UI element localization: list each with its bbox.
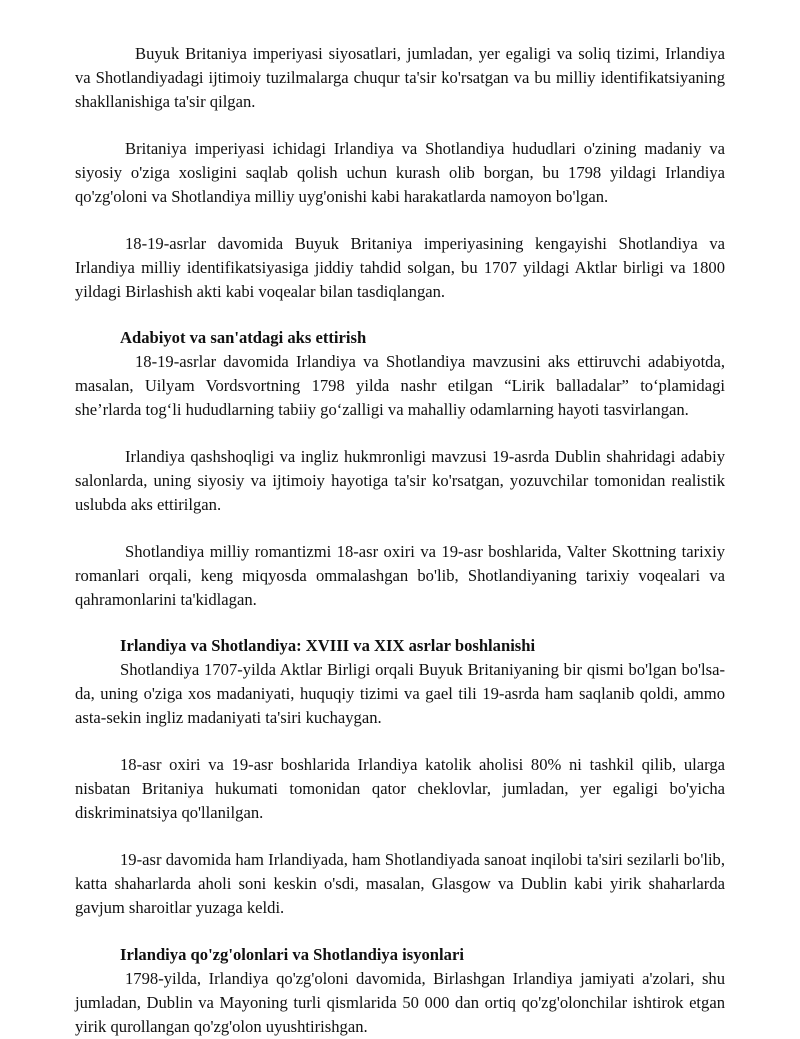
section-heading-rebellions: Irlandiya qo'zg'olonlari va Shotlandiya isyonlari (120, 945, 464, 964)
paragraph-1798-rebellion: 1798-yilda, Irlandiya qo'zg'oloni davomida, Birlashgan Irlandiya jamiyati a'zolari, shu jumladan, Dublin va Mayoning turli qismlarida 50 000 dan ortiq qo'zg'olonchilar ishtirok etgan yirik qurollangan qo'zg'olon uyushtirishgan. (75, 969, 725, 1036)
paragraph-irish-poverty: Irlandiya qashshoqligi va ingliz hukmronligi mavzusi 19-asrda Dublin shahridagi adabiy salonlarda, uning siyosiy va ijtimoiy hayotiga ta'sir ko'rsatgan, yozuvchilar tomonidan realistik uslubda aks ettirilgan. (75, 447, 725, 514)
section-heading-18-19-centuries: Irlandiya va Shotlandiya: XVIII va XIX asrlar boshlanishi (120, 636, 536, 655)
paragraph-lyrical-ballads: 18-19-asrlar davomida Irlandiya va Shotlandiya mavzusini aks ettiruvchi adabiyotda, masalan, Uilyam Vordsvortning 1798 yilda nashr etilgan “Lirik balladalar” to‘plamidagi she’rlarda tog‘li hududlarning tabiiy go‘zalligi va mahalliy odamlarning hayoti tasvirlangan. (75, 352, 725, 419)
paragraph-cultural-identity: Britaniya imperiyasi ichidagi Irlandiya va Shotlandiya hududlari o'zining madaniy va siyosiy o'ziga xosligini saqlab qolish uchun kurash olib borgan, bu 1798 yildagi Irlandiya qo'zg'oloni va Shotlandiya milliy uyg'onishi kabi harakatlarda namoyon bo'lgan. (75, 139, 725, 206)
document-page (75, 42, 725, 1039)
paragraph-acts-of-union: Shotlandiya 1707-yilda Aktlar Birligi orqali Buyuk Britaniyaning bir qismi bo'lgan bo'lsa-da, uning o'ziga xos madaniyati, huquqiy tizimi va gael tili 19-asrda ham saqlanib qoldi, ammo asta-sekin ingliz madaniyati ta'siri kuchaygan. (75, 660, 725, 727)
paragraph-empire-expansion: 18-19-asrlar davomida Buyuk Britaniya imperiyasining kengayishi Shotlandiya va Irlandiya milliy identifikatsiyasiga jiddiy tahdid solgan, bu 1707 yildagi Aktlar birligi va 1800 yildagi Birlashish akti kabi voqealar bilan tasdiqlangan. (75, 234, 725, 301)
section-heading-literature: Adabiyot va san'atdagi aks ettirish (120, 328, 367, 347)
paragraph-imperial-policies: Buyuk Britaniya imperiyasi siyosatlari, jumladan, yer egaligi va soliq tizimi, Irlandiya va Shotlandiyadagi ijtimoiy tuzilmalarga chuqur ta'sir ko'rsatgan va bu milliy identifikatsiyaning shakllanishiga ta'sir qilgan. (75, 44, 725, 111)
paragraph-catholic-population: 18-asr oxiri va 19-asr boshlarida Irlandiya katolik aholisi 80% ni tashkil qilib, ularga nisbatan Britaniya hukumati tomonidan qator cheklovlar, jumladan, yer egaligi bo'yicha diskriminatsiya qo'llanilgan. (75, 755, 725, 822)
paragraph-scottish-romanticism: Shotlandiya milliy romantizmi 18-asr oxiri va 19-asr boshlarida, Valter Skottning tarixiy romanlari orqali, keng miqyosda ommalashgan bo'lib, Shotlandiyaning tarixiy voqealari va qahramonlarini ta'kidlagan. (75, 542, 725, 609)
paragraph-industrial-revolution: 19-asr davomida ham Irlandiyada, ham Shotlandiyada sanoat inqilobi ta'siri sezilarli bo'lib, katta shaharlarda aholi soni keskin o'sdi, masalan, Glasgow va Dublin kabi yirik shaharlarda gavjum sharoitlar yuzaga keldi. (75, 850, 725, 917)
